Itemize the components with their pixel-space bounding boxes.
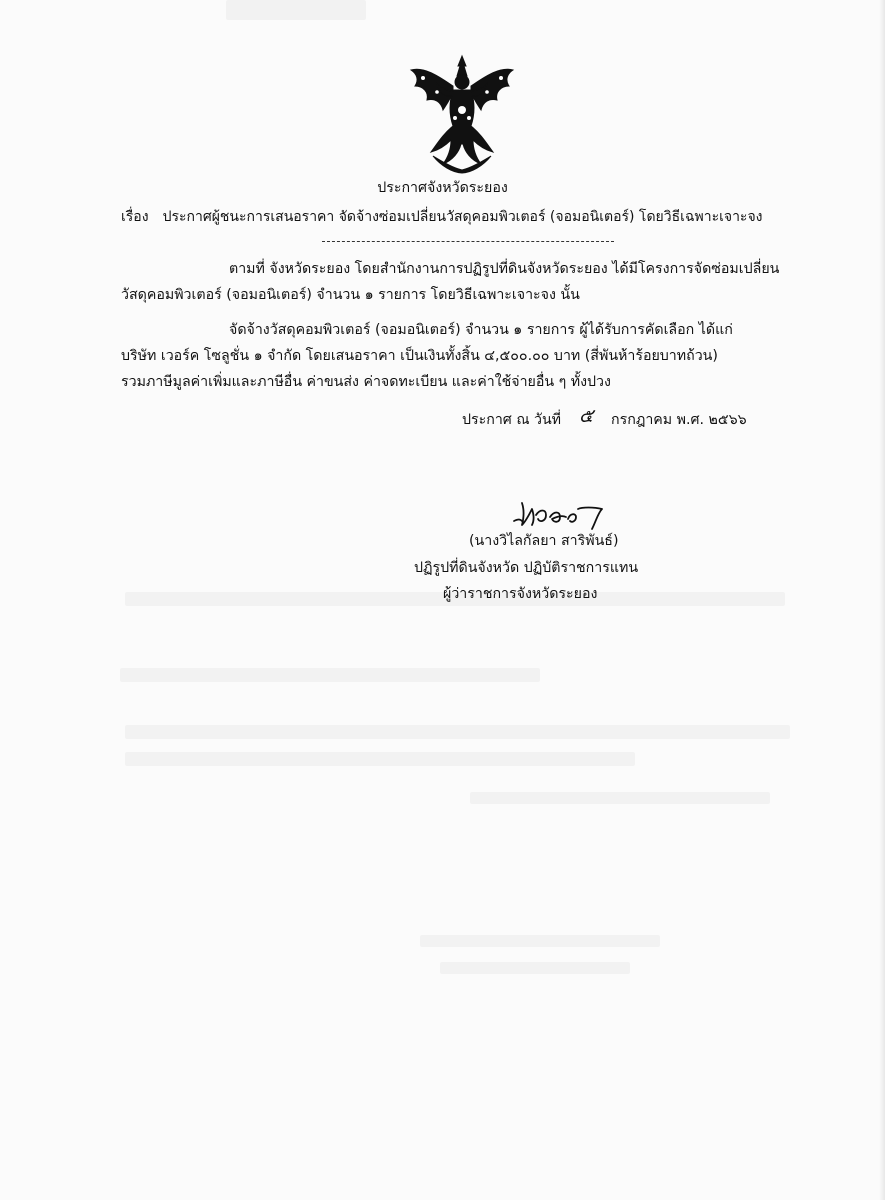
paragraph-1-line-2: วัสดุคอมพิวเตอร์ (จอมอนิเตอร์) จำนวน ๑ รายการ โดยวิธีเฉพาะเจาะจง นั้น bbox=[121, 287, 580, 303]
signatory-position-2: ผู้ว่าราชการจังหวัดระยอง bbox=[443, 586, 598, 602]
handwritten-signature bbox=[510, 495, 610, 535]
signatory-position-1: ปฏิรูปที่ดินจังหวัด ปฏิบัติราชการแทน bbox=[414, 560, 639, 576]
bleed-through-mark bbox=[125, 725, 790, 739]
bleed-through-mark bbox=[226, 0, 366, 20]
bleed-through-mark bbox=[420, 935, 660, 947]
bleed-through-mark bbox=[120, 668, 540, 682]
garuda-emblem-icon bbox=[403, 52, 521, 174]
paragraph-2-line-2: บริษัท เวอร์ค โซลูชั่น ๑ จำกัด โดยเสนอราคา เป็นเงินทั้งสิ้น ๔,๕๐๐.๐๐ บาท (สี่พันห้าร้อยบาทถ้วน) bbox=[121, 348, 718, 364]
subject-line bbox=[121, 207, 763, 227]
scan-edge bbox=[879, 0, 885, 1200]
bleed-through-mark bbox=[125, 752, 635, 766]
paragraph-2-line-3: รวมภาษีมูลค่าเพิ่มและภาษีอื่น ค่าขนส่ง ค่าจดทะเบียน และค่าใช้จ่ายอื่น ๆ ทั้งปวง bbox=[121, 374, 611, 390]
signatory-name: (นางวิไลกัลยา สาริพันธ์) bbox=[469, 533, 619, 549]
announce-prefix: ประกาศ ณ วันที่ bbox=[462, 412, 562, 428]
document-title: ประกาศจังหวัดระยอง bbox=[377, 180, 508, 196]
announcement-date bbox=[462, 405, 747, 430]
handwritten-day: ๕ bbox=[578, 405, 594, 427]
dashed-divider bbox=[322, 241, 614, 242]
subject-label: เรื่อง bbox=[121, 209, 149, 225]
bleed-through-mark bbox=[470, 792, 770, 804]
subject-text: ประกาศผู้ชนะการเสนอราคา จัดจ้างซ่อมเปลี่ยนวัสดุคอมพิวเตอร์ (จอมอนิเตอร์) โดยวิธีเฉพาะเจาะจง bbox=[162, 209, 763, 225]
bleed-through-mark bbox=[440, 962, 630, 974]
announce-month-year: กรกฎาคม พ.ศ. ๒๕๖๖ bbox=[611, 412, 747, 428]
paragraph-1-line-1: ตามที่ จังหวัดระยอง โดยสำนักงานการปฏิรูปที่ดินจังหวัดระยอง ได้มีโครงการจัดซ่อมเปลี่ยน bbox=[229, 261, 780, 277]
paragraph-2-line-1: จัดจ้างวัสดุคอมพิวเตอร์ (จอมอนิเตอร์) จำนวน ๑ รายการ ผู้ได้รับการคัดเลือก ได้แก่ bbox=[229, 322, 733, 338]
